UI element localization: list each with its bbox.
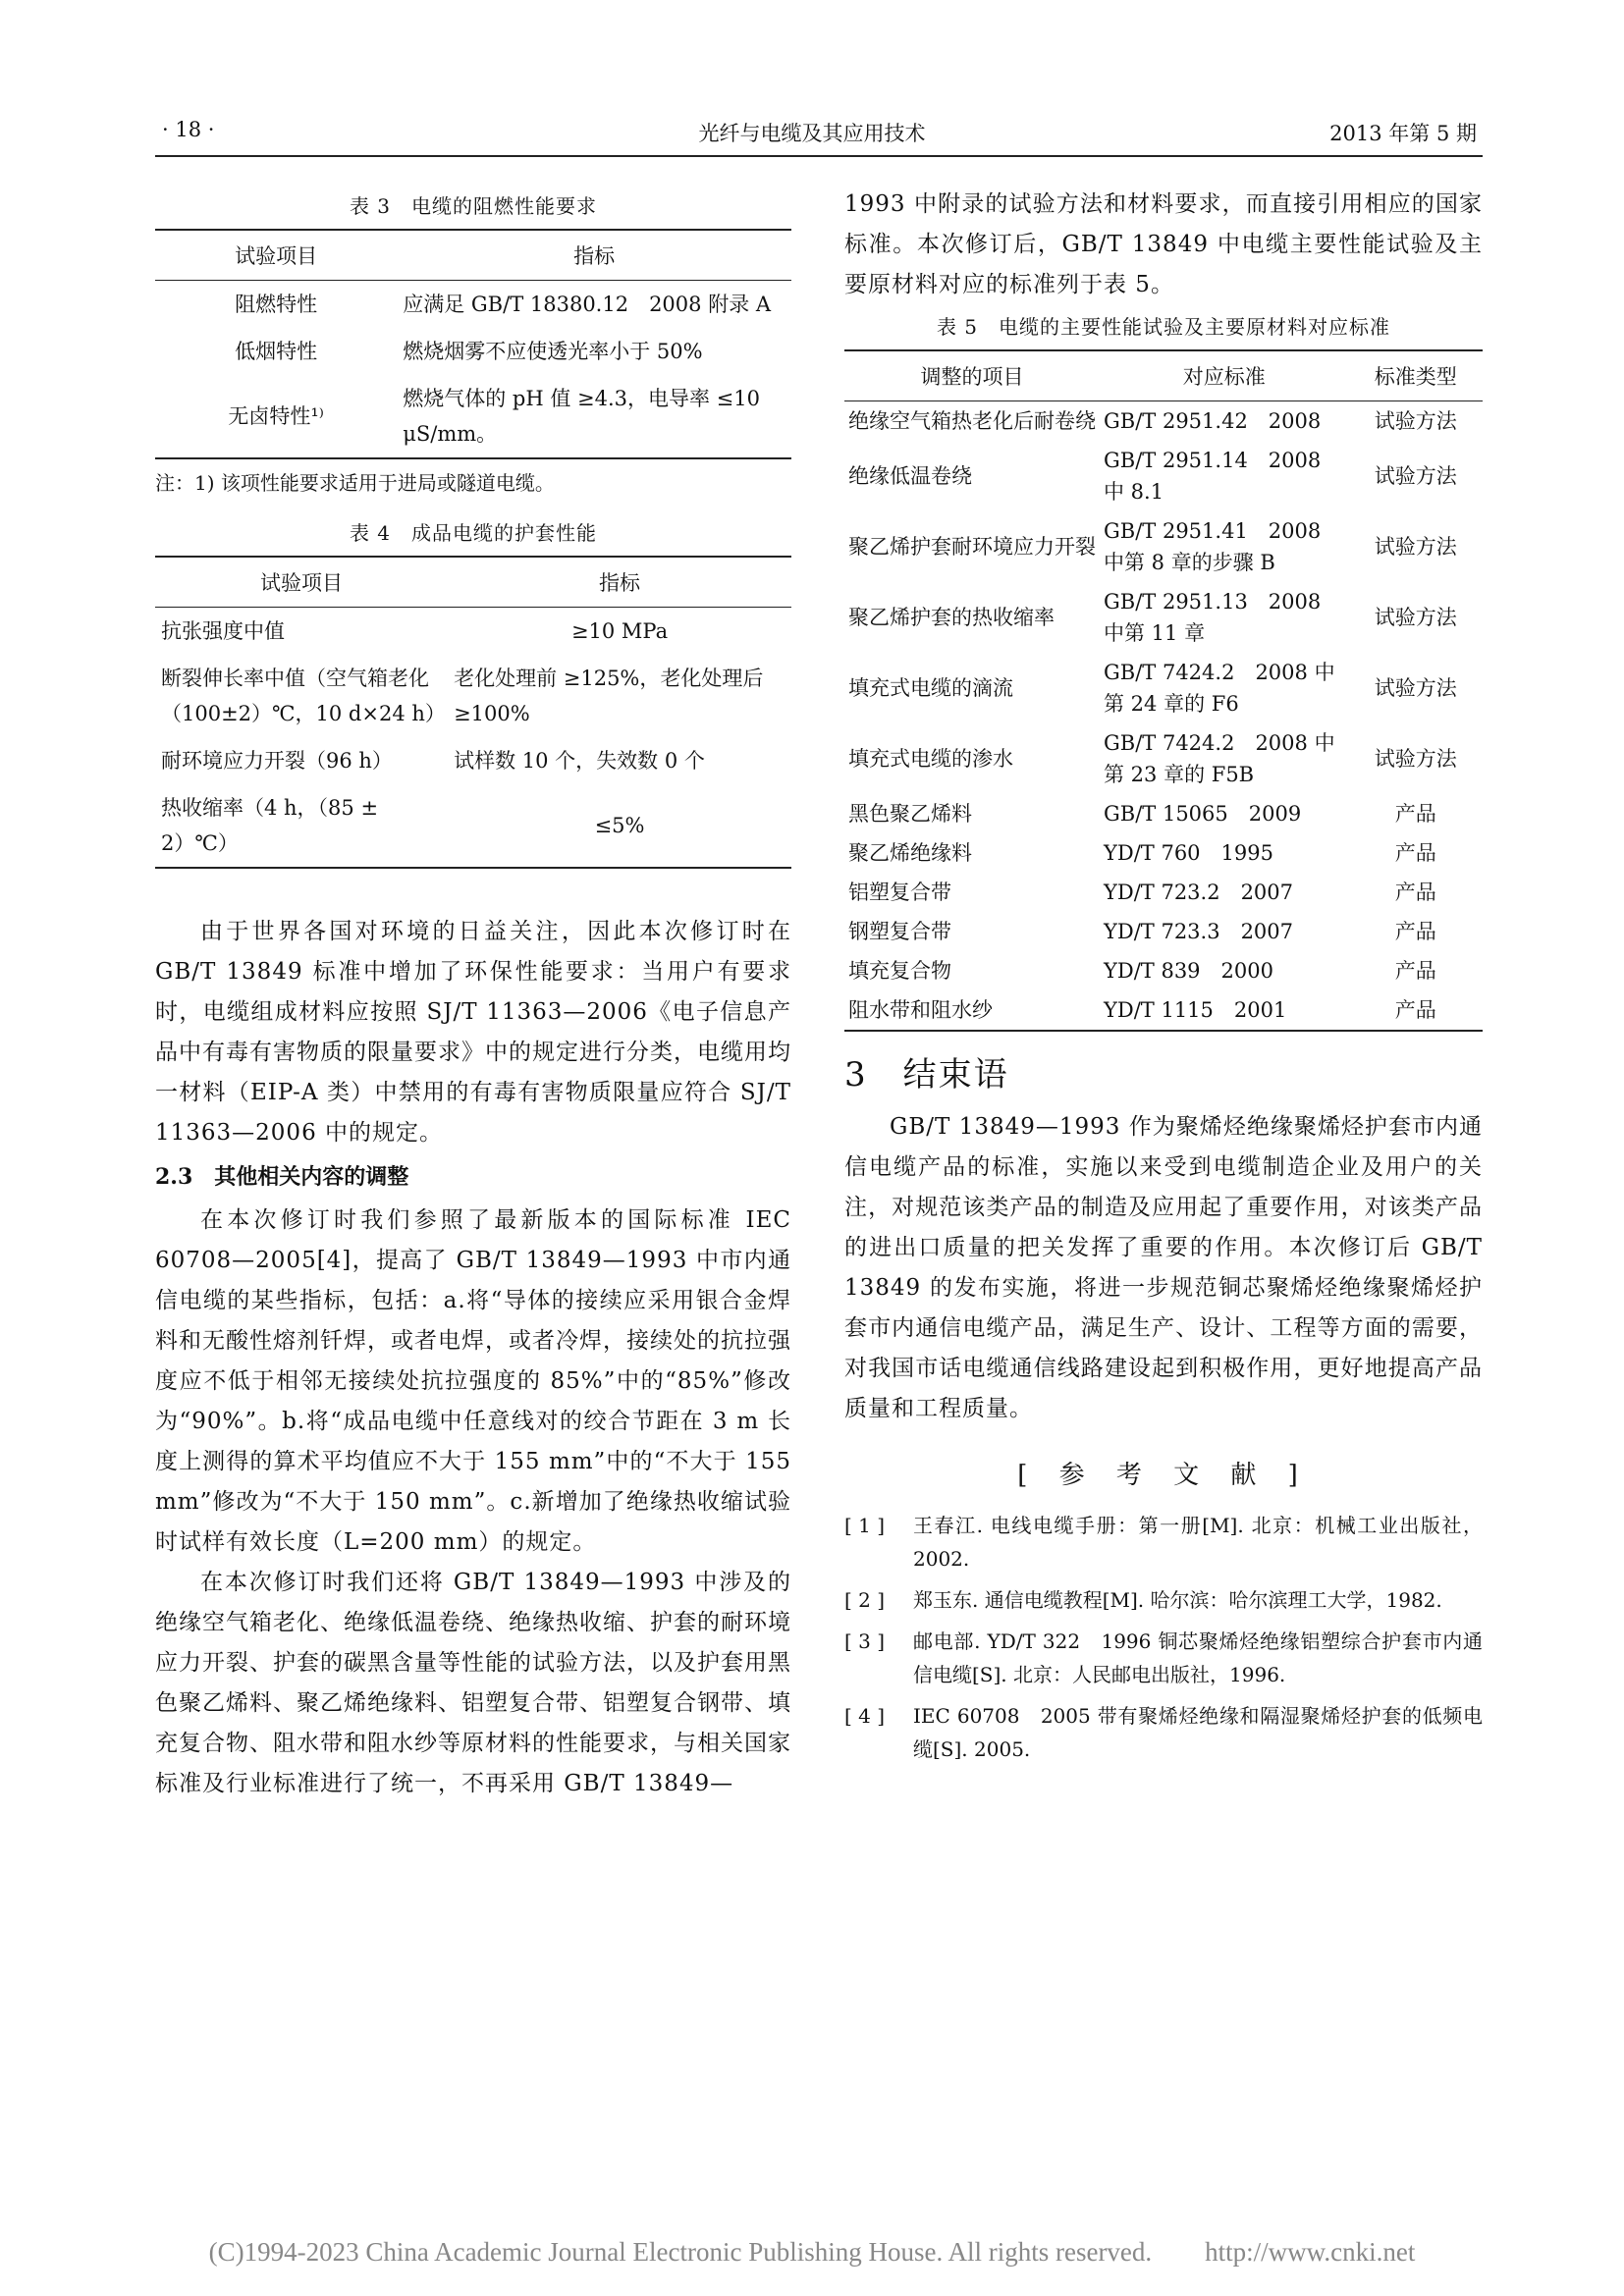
table-row — [155, 655, 791, 737]
table-cell: 燃烧烟雾不应使透光率小于 50% — [403, 340, 703, 363]
table-cell: 燃烧气体的 pH 值 ≥4.3，电导率 ≤10 μS/mm。 — [403, 387, 761, 446]
table-cell: YD/T 1115 2001 — [1104, 998, 1287, 1022]
table5-col-type: 标准类型 — [1349, 350, 1484, 401]
table5 — [844, 349, 1483, 1032]
table-cell: 试验方法 — [1374, 747, 1457, 771]
table-cell: 阻水带和阻水纱 — [848, 998, 993, 1022]
body-paragraph: 由于世界各国对环境的日益关注，因此本次修订时在 GB/T 13849 标准中增加了环保性能要求：当用户有要求时，电缆组成材料应按照 SJ/T 11363—2006《电子信息产品中有毒有害物质的限量要求》中的规定进行分类，电缆用均一材料（EIP-A 类）中禁用的有毒有害物质限量应符合 SJ/T 11363—2006 中的规定。 — [155, 919, 791, 1146]
table-cell: 试验方法 — [1374, 535, 1457, 559]
table3-col-item: 试验项目 — [155, 230, 397, 281]
table5-caption: 表 5 电缆的主要性能试验及主要原材料对应标准 — [936, 315, 1391, 339]
copyright-footer: (C)1994-2023 China Academic Journal Electronic Publishing House. All rights reserved. http://www.cnki.net — [208, 2237, 1416, 2267]
table-cell: 填充复合物 — [848, 959, 951, 983]
table-cell: 铝塑复合带 — [848, 881, 951, 904]
references-list — [844, 1509, 1483, 1766]
left-column — [155, 185, 791, 1804]
reference-number: [ 1 ] — [844, 1514, 886, 1537]
page-number: · 18 · — [162, 118, 215, 141]
table-cell: 断裂伸长率中值（空气箱老化（100±2）℃，10 d×24 h） — [161, 667, 446, 725]
table-row — [844, 582, 1483, 653]
table-cell: ≥10 MPa — [570, 619, 669, 643]
table-cell: YD/T 760 1995 — [1104, 841, 1273, 865]
table4-caption: 表 4 成品电缆的护套性能 — [349, 521, 598, 545]
body-paragraph: 1993 中附录的试验方法和材料要求，而直接引用相应的国家标准。本次修订后，GB/T 13849 中电缆主要性能试验及主要原材料对应的标准列于表 5。 — [844, 191, 1483, 297]
table-cell: 绝缘空气箱热老化后耐卷绕 — [848, 409, 1096, 433]
table-cell: 聚乙烯护套耐环境应力开裂 — [848, 535, 1096, 559]
table3-caption: 表 3 电缆的阻燃性能要求 — [349, 194, 598, 218]
table-cell: YD/T 723.3 2007 — [1104, 920, 1294, 943]
table-row — [844, 833, 1483, 873]
table-cell: 试验方法 — [1374, 409, 1457, 433]
table-cell: GB/T 2951.42 2008 — [1104, 409, 1322, 433]
table-row — [844, 873, 1483, 912]
reference-item — [844, 1509, 1483, 1575]
table-row — [155, 608, 791, 656]
table-row — [844, 441, 1483, 511]
reference-text: 王春江. 电线电缆手册：第一册[M]. 北京：机械工业出版社，2002. — [913, 1514, 1483, 1571]
table-cell: ≤5% — [594, 814, 645, 837]
table-cell: 老化处理前 ≥125%，老化处理后 ≥100% — [454, 667, 764, 725]
section-heading: 2.3 其他相关内容的调整 — [155, 1164, 409, 1190]
table-cell: 绝缘低温卷绕 — [848, 464, 972, 488]
table-cell: 抗张强度中值 — [161, 619, 285, 643]
table5-body — [844, 401, 1483, 1032]
table-row — [155, 375, 791, 458]
table-cell: GB/T 7424.2 2008 中第 23 章的 F5B — [1104, 731, 1335, 786]
table-cell: GB/T 2951.41 2008 中第 8 章的步骤 B — [1104, 519, 1322, 574]
table-cell: 产品 — [1394, 802, 1436, 826]
table-row — [844, 990, 1483, 1031]
section-title: 3 结束语 — [844, 1055, 1009, 1095]
table-row — [844, 723, 1483, 794]
table4-header-row — [155, 557, 791, 608]
table5-col-item: 调整的项目 — [844, 350, 1100, 401]
reference-item — [844, 1699, 1483, 1766]
table-cell: 试验方法 — [1374, 676, 1457, 700]
table4-col-item: 试验项目 — [155, 557, 448, 608]
table-cell: 热收缩率（4 h，（85 ± 2）℃） — [161, 796, 379, 855]
table-cell: 产品 — [1394, 920, 1436, 943]
table-cell: 耐环境应力开裂（96 h） — [161, 749, 393, 773]
table5-header-row — [844, 350, 1483, 401]
reference-text: 邮电部. YD/T 322 1996 铜芯聚烯烃绝缘铝塑综合护套市内通信电缆[S]. 北京：人民邮电出版社，1996. — [913, 1629, 1483, 1686]
table-cell: 低烟特性 — [235, 340, 318, 363]
table3-note: 注：1) 该项性能要求适用于进局或隧道电缆。 — [155, 471, 555, 495]
body-paragraph: GB/T 13849—1993 作为聚烯烃绝缘聚烯烃护套市内通信电缆产品的标准，实施以来受到电缆制造企业及用户的关注，对规范该类产品的制造及应用起了重要作用，对该类产品的进出口质量的把关发挥了重要的作用。本次修订后 GB/T 13849 的发布实施，将进一步规范铜芯聚烯烃绝缘聚烯烃护套市内通信电缆产品，满足生产、设计、工程等方面的需要，对我国市话电缆通信线路建设起到积极作用，更好地提高产品质量和工程质量。 — [844, 1114, 1483, 1421]
table-cell: YD/T 723.2 2007 — [1104, 881, 1294, 904]
table4-col-value: 指标 — [448, 557, 791, 608]
reference-number: [ 2 ] — [844, 1588, 886, 1612]
issue-label: 2013 年第 5 期 — [1329, 122, 1477, 145]
table-row — [155, 737, 791, 784]
table-cell: 产品 — [1394, 841, 1436, 865]
table-cell: 试样数 10 个，失效数 0 个 — [454, 749, 705, 773]
table-row — [844, 794, 1483, 833]
table-cell: 试验方法 — [1374, 606, 1457, 629]
table-cell: YD/T 839 2000 — [1104, 959, 1273, 983]
table-row — [844, 401, 1483, 442]
table-row — [844, 951, 1483, 990]
table-cell: 无卤特性¹⁾ — [228, 404, 324, 428]
table-row — [155, 328, 791, 375]
references-title: [ 参 考 文 献 ] — [1017, 1461, 1310, 1490]
table-cell: 应满足 GB/T 18380.12 2008 附录 A — [403, 293, 772, 316]
table-row — [844, 511, 1483, 582]
reference-item — [844, 1583, 1483, 1617]
table-cell: 黑色聚乙烯料 — [848, 802, 972, 826]
reference-text: 郑玉东. 通信电缆教程[M]. 哈尔滨：哈尔滨理工大学，1982. — [913, 1588, 1442, 1612]
table3-col-value: 指标 — [397, 230, 791, 281]
table-cell: 阻燃特性 — [235, 293, 318, 316]
header-rule — [155, 155, 1483, 157]
table-cell: 产品 — [1394, 959, 1436, 983]
reference-item — [844, 1625, 1483, 1691]
table-cell: 产品 — [1394, 881, 1436, 904]
table-row — [155, 281, 791, 329]
body-paragraph: 在本次修订时我们参照了最新版本的国际标准 IEC 60708—2005[4]，提高了 GB/T 13849—1993 中市内通信电缆的某些指标，包括：a.将“导体的接续应采用银合金焊料和无酸性熔剂钎焊，或者电焊，或者冷焊，接续处的抗拉强度应不低于相邻无接续处抗拉强度的 85%”中的“85%”修改为“90%”。b.将“成品电缆中任意线对的绞合节距在 3 m 长度上测得的算术平均值应不大于 155 mm”中的“不大于 155 mm”修改为“不大于 150 mm”。c.新增加了绝缘热收缩试验时试样有效长度（L=200 mm）的规定。 — [155, 1207, 791, 1555]
table-cell: 产品 — [1394, 998, 1436, 1022]
body-paragraph: 在本次修订时我们还将 GB/T 13849—1993 中涉及的绝缘空气箱老化、绝缘低温卷绕、绝缘热收缩、护套的耐环境应力开裂、护套的碳黑含量等性能的试验方法，以及护套用黑色聚乙烯料、聚乙烯绝缘料、铝塑复合带、铝塑复合钢带、填充复合物、阻水带和阻水纱等原材料的性能要求，与相关国家标准及行业标准进行了统一，不再采用 GB/T 13849— — [155, 1570, 791, 1796]
table-cell: 聚乙烯绝缘料 — [848, 841, 972, 865]
table-cell: 填充式电缆的渗水 — [848, 747, 1013, 771]
table-cell: GB/T 7424.2 2008 中第 24 章的 F6 — [1104, 661, 1335, 716]
table-cell: GB/T 2951.13 2008 中第 11 章 — [1104, 590, 1322, 645]
table-row — [155, 784, 791, 868]
table-cell: 试验方法 — [1374, 464, 1457, 488]
right-column — [844, 185, 1483, 1774]
table4 — [155, 556, 791, 869]
table-cell: 钢塑复合带 — [848, 920, 951, 943]
table5-col-standard: 对应标准 — [1100, 350, 1349, 401]
table-cell: 聚乙烯护套的热收缩率 — [848, 606, 1055, 629]
table3 — [155, 229, 791, 459]
reference-number: [ 3 ] — [844, 1629, 886, 1653]
table-row — [844, 912, 1483, 951]
table-cell: GB/T 15065 2009 — [1104, 802, 1302, 826]
table-cell: 填充式电缆的滴流 — [848, 676, 1013, 700]
journal-title: 光纤与电缆及其应用技术 — [698, 122, 926, 145]
table3-header-row — [155, 230, 791, 281]
reference-text: IEC 60708 2005 带有聚烯烃绝缘和隔湿聚烯烃护套的低频电缆[S]. 2005. — [913, 1704, 1483, 1761]
table-cell: GB/T 2951.14 2008 中 8.1 — [1104, 449, 1322, 504]
reference-number: [ 4 ] — [844, 1704, 886, 1728]
table-row — [844, 653, 1483, 723]
